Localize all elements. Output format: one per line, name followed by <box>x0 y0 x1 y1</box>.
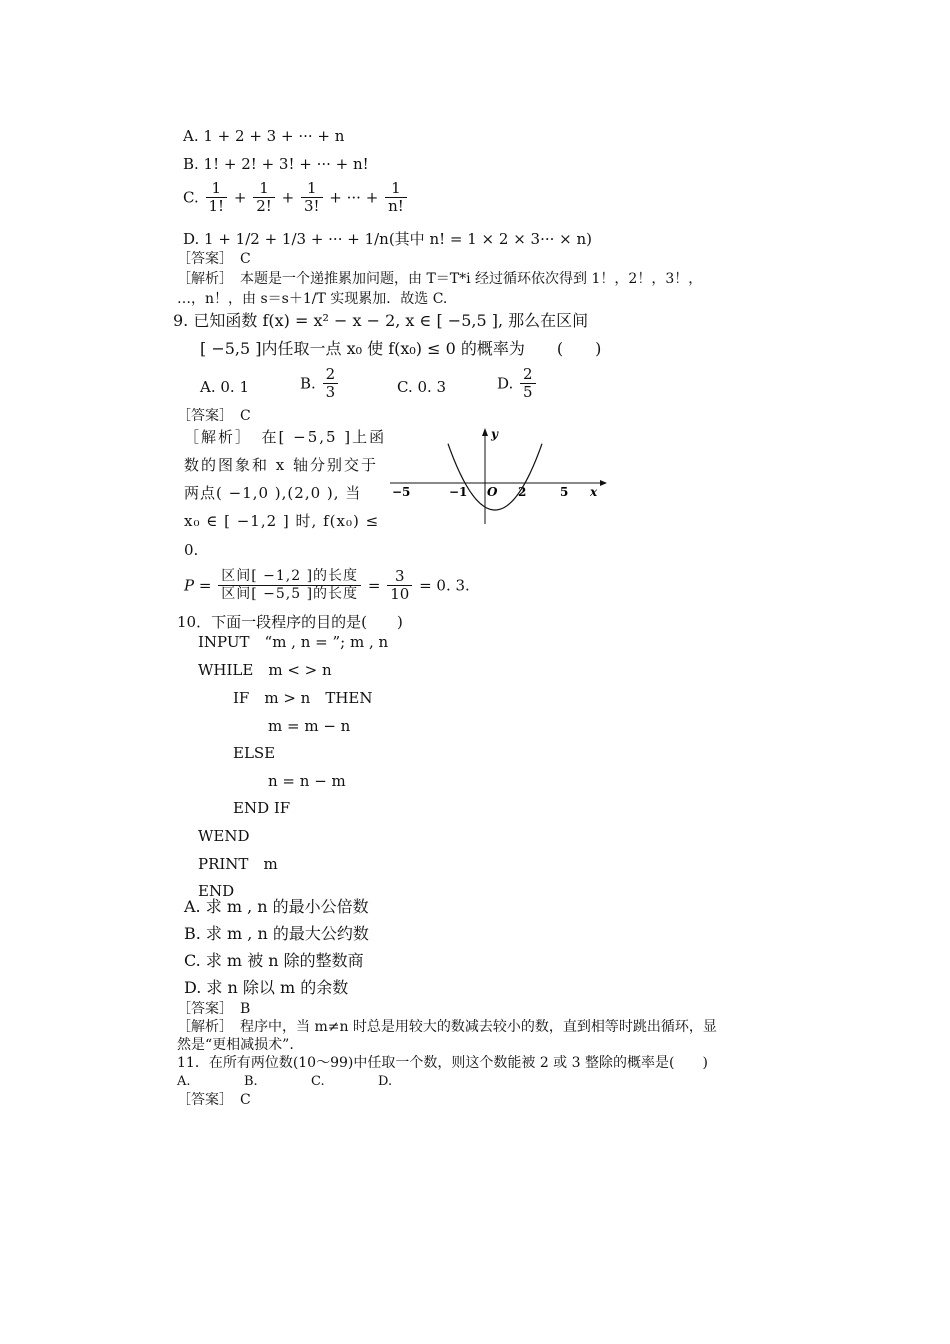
q9-option-b: B. $\frac{2}{3}$ <box>300 366 340 401</box>
q9-answer: ［答案］ C <box>177 408 251 424</box>
q9-probability-formula: P = $\frac{\text{区间[ −1,2 ]的长度}}{\text{区间[ −5,5 ]的长度}}$ = $\frac{3}{10}$ = 0. 3. <box>184 567 470 603</box>
code-line-10: END <box>198 882 235 900</box>
q10-answer: ［答案］ B <box>177 1001 251 1017</box>
q8-option-b: B. 1! + 2! + 3! + ··· + n! <box>183 155 369 173</box>
plus-sign: + <box>233 188 247 207</box>
y-axis-label: y <box>491 427 498 441</box>
q8-option-c <box>183 180 409 215</box>
length-ratio-fraction: $\frac{\text{区间[ −1,2 ]的长度}}{\text{区间[ −5,5 ]的长度}}$ <box>218 568 361 603</box>
q10-option-a: A. 求 m , n 的最小公倍数 <box>184 897 369 916</box>
q11-answer: ［答案］ C <box>177 1092 251 1108</box>
parabola-curve <box>448 444 542 510</box>
q10-analysis-line-2: 然是“更相减损术”. <box>177 1037 294 1053</box>
parabola-graph <box>382 424 612 529</box>
tick-label-2: 2 <box>518 485 527 499</box>
q9-analysis-line-1: ［解析］ 在[ −5,5 ]上函 <box>184 428 387 446</box>
tick-label-neg1: −1 <box>449 485 468 499</box>
q9-stem-line-1: 9. 已知函数 f(x) = x² − x − 2, x ∈ [ −5,5 ], 那么在区间 <box>173 311 589 330</box>
q8-analysis-line-2: …，n！，由 s＝s＋1/T 实现累加．故选 C. <box>177 291 448 307</box>
x-axis-label: x <box>590 485 598 499</box>
q9-analysis-line-2: 数的图象和 x 轴分别交于 <box>184 456 378 474</box>
q8-answer: ［答案］ C <box>177 251 251 267</box>
q11-stem: 11．在所有两位数(10～99)中任取一个数，则这个数能被 2 或 3 整除的概率是( ) <box>177 1055 708 1071</box>
q8-option-c-term-1: $\frac{1}{1!}$ <box>206 180 228 215</box>
q10-analysis-line-1: ［解析］ 程序中，当 m≠n 时总是用较大的数减去较小的数，直到相等时跳出循环，显 <box>177 1019 717 1035</box>
q11-option-a: A. <box>177 1074 191 1089</box>
q11-option-b: B. <box>244 1074 258 1089</box>
q10-option-b: B. 求 m , n 的最大公约数 <box>184 924 369 943</box>
q11-option-d: D. <box>378 1074 393 1089</box>
plus-sign: + <box>281 188 295 207</box>
q8-option-d: D. 1 + 1/2 + 1/3 + ··· + 1/n(其中 n! = 1 × 2 × 3··· × n) <box>183 230 593 248</box>
code-line-6: n = n − m <box>268 772 346 790</box>
x-axis-arrow <box>600 480 607 486</box>
code-line-8: WEND <box>198 827 250 845</box>
code-line-1: INPUT “m , n = ”; m , n <box>198 633 389 651</box>
q8-option-c-label: C. <box>183 188 199 207</box>
q8-option-c-term-3: $\frac{1}{3!}$ <box>301 180 323 215</box>
three-tenths-fraction: $\frac{3}{10}$ <box>387 568 412 603</box>
q9-analysis-line-3: 两点( −1,0 ),(2,0 ), 当 <box>184 484 362 502</box>
code-line-2: WHILE m < > n <box>198 661 332 679</box>
ellipsis-sign: + ··· + <box>329 188 379 207</box>
q9-option-d: D. $\frac{2}{5}$ <box>497 366 538 401</box>
code-line-4: m = m − n <box>268 717 351 735</box>
tick-label-neg5: −5 <box>392 485 411 499</box>
q9-analysis-line-5: 0. <box>184 541 199 559</box>
q8-option-c-term-n: $\frac{1}{n!}$ <box>385 180 407 215</box>
tick-label-5: 5 <box>560 485 569 499</box>
code-line-9: PRINT m <box>198 855 278 873</box>
q9-option-a: A. 0. 1 <box>200 378 249 396</box>
code-line-7: END IF <box>233 799 291 817</box>
code-line-5: ELSE <box>233 744 276 762</box>
q8-option-c-term-2: $\frac{1}{2!}$ <box>253 180 275 215</box>
q8-option-a: A. 1 + 2 + 3 + ··· + n <box>183 127 345 145</box>
y-axis-arrow <box>482 428 488 436</box>
q8-analysis-line-1: ［解析］ 本题是一个递推累加问题，由 T＝T*i 经过循环依次得到 1！，2！，3！， <box>177 271 703 287</box>
q9-stem-line-2: [ −5,5 ]内任取一点 x₀ 使 f(x₀) ≤ 0 的概率为 ( ) <box>200 339 602 358</box>
q9-option-c: C. 0. 3 <box>397 378 447 396</box>
q11-option-c: C. <box>311 1074 325 1089</box>
q9-analysis-line-4: x₀ ∈ [ −1,2 ] 时, f(x₀) ≤ <box>184 512 380 530</box>
q10-option-d: D. 求 n 除以 m 的余数 <box>184 978 349 997</box>
q10-stem: 10．下面一段程序的目的是( ) <box>177 613 403 631</box>
q10-option-c: C. 求 m 被 n 除的整数商 <box>184 951 364 970</box>
origin-label: O <box>487 485 498 499</box>
code-line-3: IF m > n THEN <box>233 689 373 707</box>
